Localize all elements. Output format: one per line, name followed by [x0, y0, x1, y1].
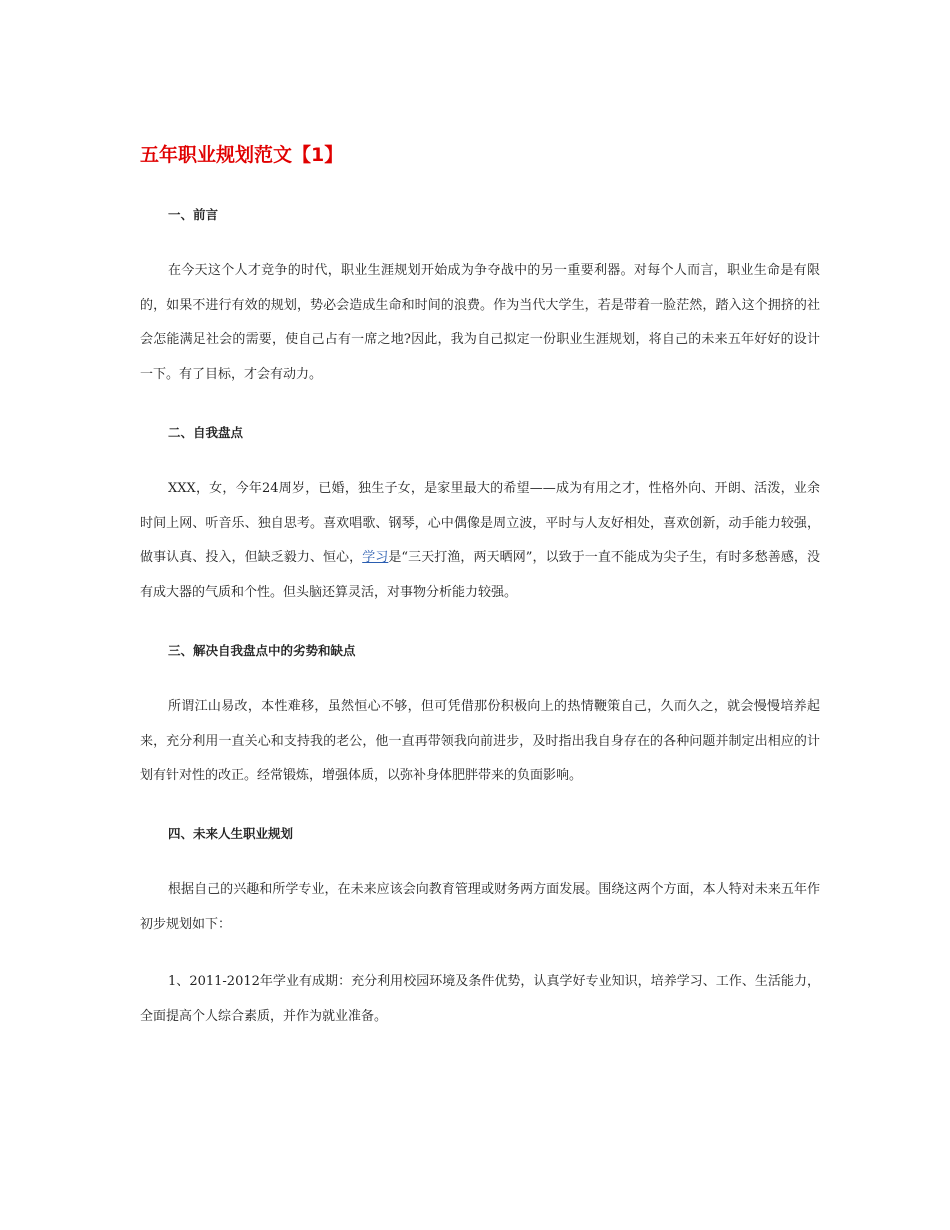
section-heading-self-assessment: 二、自我盘点	[168, 425, 244, 440]
weakness-solution-paragraph: 所谓江山易改，本性难移，虽然恒心不够，但可凭借那份积极向上的热情鞭策自己，久而久之，就会慢慢培养起来，充分利用一直关心和支持我的老公，他一直再带领我向前进步，及时指出我自身存在的各种问题并制定出相应的计划有针对性的改正。经常锻炼，增强体质，以弥补身体肥胖带来的负面影响。	[140, 699, 820, 783]
section-heading-career-plan: 四、未来人生职业规划	[168, 826, 294, 841]
self-assessment-paragraph	[140, 472, 820, 610]
preface-paragraph: 在今天这个人才竞争的时代，职业生涯规划开始成为争夺战中的另一重要利器。对每个人而言，职业生命是有限的，如果不进行有效的规划，势必会造成生命和时间的浪费。作为当代大学生，若是带着一脸茫然，踏入这个拥挤的社会怎能满足社会的需要，使自己占有一席之地?因此，我为自己拟定一份职业生涯规划，将自己的未来五年好好的设计一下。有了目标，才会有动力。	[140, 263, 820, 382]
career-plan-stage-1-paragraph: 1、2011-2012年学业有成期：充分利用校园环境及条件优势，认真学好专业知识，培养学习、工作、生活能力，全面提高个人综合素质，并作为就业准备。	[140, 974, 820, 1024]
section-heading-preface: 一、前言	[168, 207, 219, 222]
section-heading-weakness-solution: 三、解决自我盘点中的劣势和缺点	[168, 643, 356, 658]
self-assessment-text-part-2: 是“三天打渔，两天晒网”，以致于一直不能成为尖子生，有时多愁善感，没有成大器的气质和个性。但头脑还算灵活，对事物分析能力较强。	[140, 550, 820, 600]
study-link[interactable]: 学习	[362, 550, 389, 565]
document-title: 五年职业规划范文【1】	[140, 144, 344, 166]
self-assessment-text-part-1: XXX，女，今年24周岁，已婚，独生子女，是家里最大的希望——成为有用之才，性格外向、开朗、活泼，业余时间上网、听音乐、独自思考。喜欢唱歌、钢琴，心中偶像是周立波，平时与人友好相处，喜欢创新，动手能力较强，做事认真、投入，但缺乏毅力、恒心，	[140, 481, 820, 565]
career-plan-paragraph: 根据自己的兴趣和所学专业，在未来应该会向教育管理或财务两方面发展。围绕这两个方面，本人特对未来五年作初步规划如下：	[140, 882, 820, 932]
